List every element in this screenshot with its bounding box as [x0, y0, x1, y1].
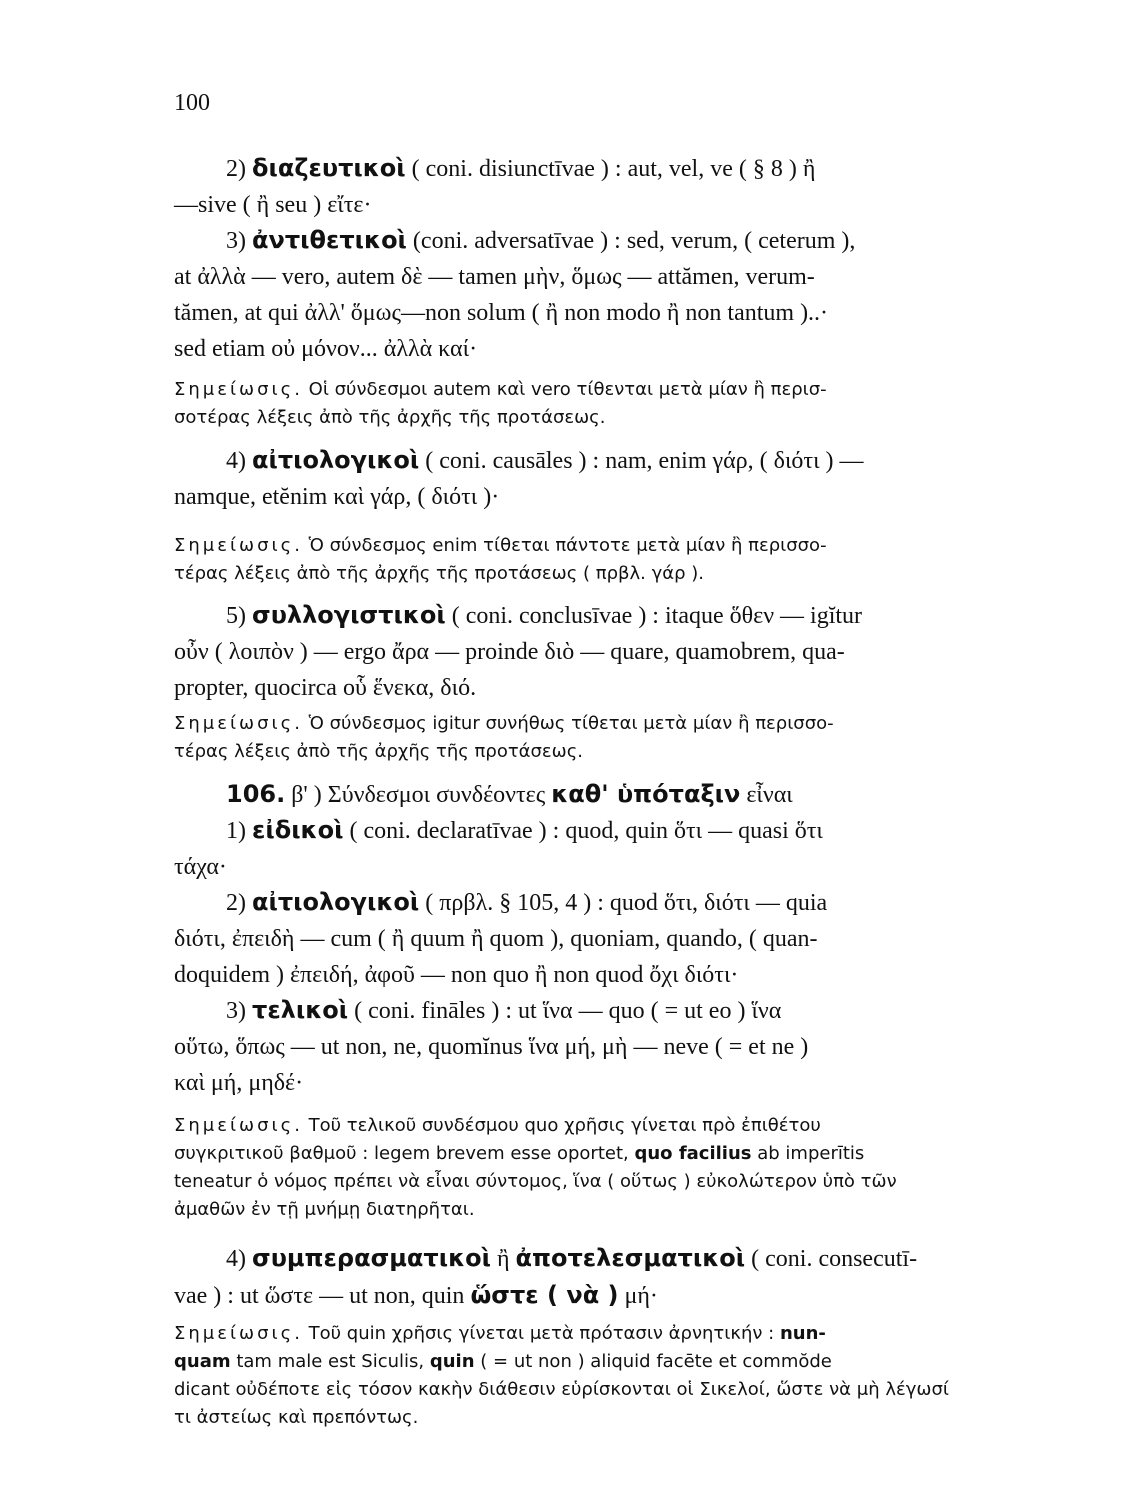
text-fragment: συγκριτικοῦ βαθμοῦ : legem brevem esse oportet, [174, 1143, 629, 1164]
text-line: οὖν ( λοιπὸν ) — ergo ἄρα — proinde διὸ — quare, quamobrem, qua- [174, 639, 845, 665]
term: αἰτιολογικοὶ [252, 888, 420, 916]
text-line: καὶ μή, μηδέ· [174, 1070, 304, 1096]
note-4 [174, 1112, 1102, 1224]
note-label: Σημείωσις. [174, 713, 303, 734]
text-line: ( coni. declaratīvae ) : quod, quin ὅτι — quasi ὅτι [349, 818, 823, 844]
section-2-disjunctive [174, 150, 1102, 223]
note-label: Σημείωσις. [174, 1323, 303, 1344]
bold-example: quam [174, 1351, 231, 1372]
note-5 [174, 1320, 1102, 1432]
text-fragment: ( = ut non ) aliquid facēte et commŏde [480, 1351, 832, 1372]
text-line: τάχα· [174, 854, 227, 880]
item-number: 2) [226, 890, 246, 916]
item-number: 4) [226, 448, 246, 474]
bold-example: ὥστε ( νὰ ) [470, 1281, 619, 1309]
item-number: 3) [226, 228, 246, 254]
text-line: ( πρβλ. § 105, 4 ) : quod ὅτι, διότι — quia [425, 890, 828, 916]
term: ἀντιθετικοὶ [252, 226, 407, 254]
term: συμπερασματικοὶ [252, 1244, 491, 1272]
text-line: doquidem ) ἐπειδή, ἀφοῦ — non quo ἢ non quod ὄχι διότι· [174, 962, 739, 988]
bold-example: nun- [779, 1323, 826, 1344]
note-3 [174, 710, 1102, 766]
text-line: σοτέρας λέξεις ἀπὸ τῆς ἀρχῆς τῆς προτάσεως. [174, 407, 606, 428]
item-number: 1) [226, 818, 246, 844]
text-fragment: μή· [624, 1283, 658, 1309]
text-fragment: ab imperītis [757, 1143, 865, 1164]
text-line: dicant οὐδέποτε εἰς τόσον κακὴν διάθεσιν εὑρίσκονται οἱ Σικελοί, ὥστε νὰ μὴ λέγωσί [174, 1379, 949, 1400]
heading-text: β' ) Σύνδεσμοι συνδέοντες [291, 782, 546, 808]
note-2 [174, 532, 1102, 588]
text-line: tămen, at qui ἀλλ' ὅμως—non solum ( ἢ non modo ἢ non tantum )..· [174, 300, 829, 326]
subsection-4-consecutive [174, 1240, 1102, 1314]
section-4-causal [174, 442, 1102, 515]
text-line: διότι, ἐπειδὴ — cum ( ἢ quum ἢ quom ), quoniam, quando, ( quan- [174, 926, 818, 952]
text-line: Ὁ σύνδεσμος igitur συνήθως τίθεται μετὰ μίαν ἢ περισσο- [308, 713, 834, 734]
text-line: ( coni. conclusīvae ) : itaque ὅθεν — igĭtur [451, 603, 863, 629]
note-label: Σημείωσις. [174, 1115, 303, 1136]
page-number: 100 [174, 90, 210, 116]
item-number: 2) [226, 156, 246, 182]
note-label: Σημείωσις. [174, 535, 303, 556]
text-line: namque, etĕnim καὶ γάρ, ( διότι )· [174, 484, 500, 510]
text-line: ( coni. consecutī- [751, 1246, 918, 1272]
term: αἰτιολογικοὶ [252, 446, 420, 474]
text-line: τέρας λέξεις ἀπὸ τῆς ἀρχῆς τῆς προτάσεως. [174, 741, 584, 762]
paragraph-number: 106. [226, 780, 286, 808]
text-fragment: tam male est Siculis, [236, 1351, 425, 1372]
section-106-heading [174, 776, 1102, 813]
connector: ἢ [496, 1246, 510, 1272]
subsection-2-causal [174, 884, 1102, 993]
subsection-1-declarative [174, 812, 1102, 885]
text-line: ( coni. fināles ) : ut ἵνα — quo ( = ut eo ) ἵνα [354, 998, 782, 1024]
text-line: teneatur ὁ νόμος πρέπει νὰ εἶναι σύντομος, ἵνα ( οὕτως ) εὐκολώτερον ὑπὸ τῶν [174, 1171, 897, 1192]
subsection-3-final [174, 992, 1102, 1101]
text-line: Ὁ σύνδεσμος enim τίθεται πάντοτε μετὰ μίαν ἢ περισσο- [308, 535, 827, 556]
note-1 [174, 376, 1102, 432]
term: συλλογιστικοὶ [252, 601, 446, 629]
heading-text: εἶναι [746, 782, 793, 808]
text-fragment: Τοῦ quin χρῆσις γίνεται μετὰ πρότασιν ἀρνητικήν : [308, 1323, 775, 1344]
text-line: ( coni. causāles ) : nam, enim γάρ, ( διότι ) — [425, 448, 864, 474]
term: διαζευτικοὶ [252, 154, 406, 182]
text-line: Οἱ σύνδεσμοι autem καὶ vero τίθενται μετὰ μίαν ἢ περισ- [308, 379, 827, 400]
text-line: sed etiam οὐ μόνον... ἀλλὰ καί· [174, 336, 478, 362]
term: τελικοὶ [252, 996, 349, 1024]
text-line: (coni. adversatīvae ) : sed, verum, ( ceterum ), [412, 228, 856, 254]
text-line: Τοῦ τελικοῦ συνδέσμου quo χρῆσις γίνεται πρὸ ἐπιθέτου [308, 1115, 821, 1136]
text-fragment: vae ) : ut ὥστε — ut non, quin [174, 1283, 465, 1309]
text-line: ἀμαθῶν ἐν τῇ μνήμῃ διατηρῆται. [174, 1199, 475, 1220]
item-number: 3) [226, 998, 246, 1024]
text-line: propter, quocirca οὗ ἕνεκα, διό. [174, 675, 477, 701]
text-line: τέρας λέξεις ἀπὸ τῆς ἀρχῆς τῆς προτάσεως ( πρβλ. γάρ ). [174, 563, 705, 584]
text-line: —sive ( ἢ seu ) εἴτε· [174, 192, 372, 218]
text-line: οὕτω, ὅπως — ut non, ne, quomĭnus ἵνα μή, μὴ — neve ( = et ne ) [174, 1034, 809, 1060]
bold-example: quo facilius [634, 1143, 752, 1164]
section-3-adversative [174, 222, 1102, 367]
term: ἀποτελεσματικοὶ [515, 1244, 746, 1272]
section-5-conclusive [174, 597, 1102, 706]
term: εἰδικοὶ [252, 816, 344, 844]
text-line: ( coni. disiunctīvae ) : aut, vel, ve ( § 8 ) ἢ [411, 156, 816, 182]
text-line: at ἀλλὰ — vero, autem δὲ — tamen μὴν, ὅμως — attămen, verum- [174, 264, 815, 290]
bold-example: quin [429, 1351, 475, 1372]
item-number: 4) [226, 1246, 246, 1272]
item-number: 5) [226, 603, 246, 629]
heading-bold: καθ' ὑπόταξιν [551, 780, 741, 808]
note-label: Σημείωσις. [174, 379, 303, 400]
text-line: τι ἀστείως καὶ πρεπόντως. [174, 1407, 419, 1428]
